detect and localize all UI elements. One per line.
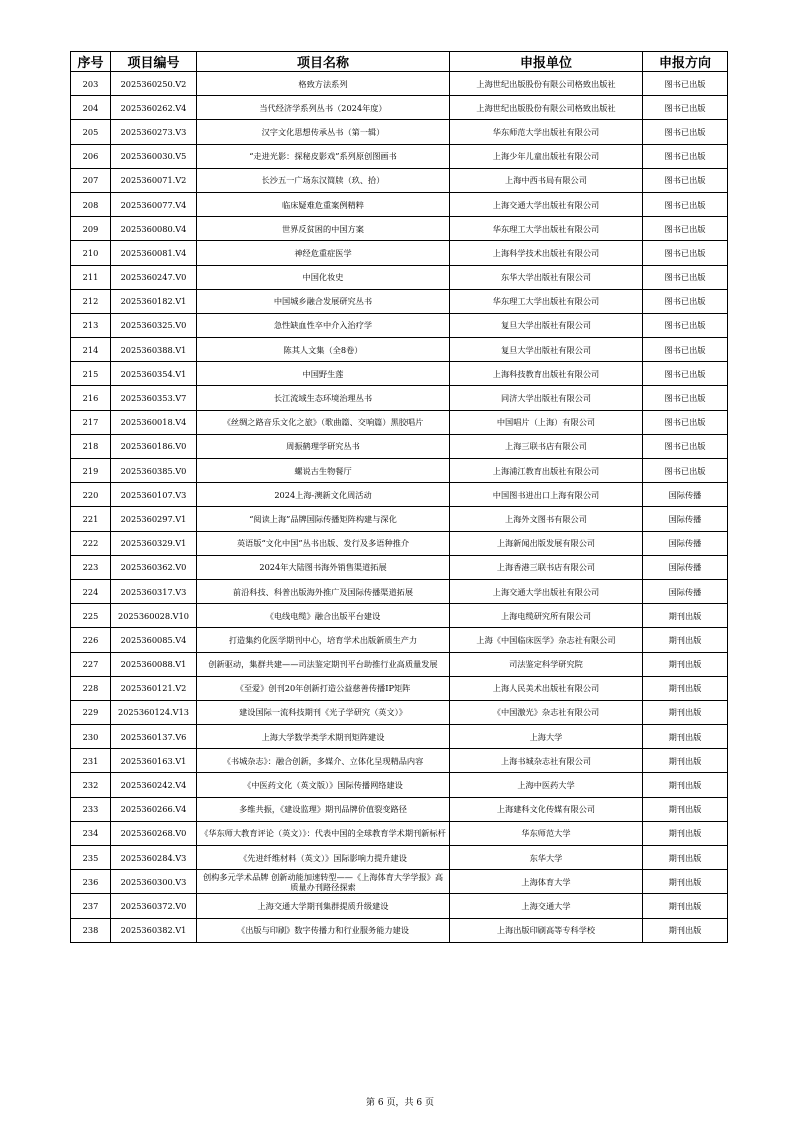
cell-project-name: 《至爱》创刊20年创新打造公益慈善传播IP矩阵 <box>197 676 450 700</box>
cell-project-code: 2025360268.V0 <box>111 821 197 845</box>
table-row <box>71 579 728 603</box>
table-body <box>71 72 728 943</box>
cell-project-code: 2025360372.V0 <box>111 894 197 918</box>
cell-direction: 期刊出版 <box>643 749 728 773</box>
cell-project-code: 2025360182.V1 <box>111 289 197 313</box>
cell-project-code: 2025360385.V0 <box>111 459 197 483</box>
cell-project-name: 《中医药文化（英文版）》国际传播网络建设 <box>197 773 450 797</box>
cell-project-name: 当代经济学系列丛书（2024年度） <box>197 96 450 120</box>
cell-project-name: 《先进纤维材料（英文）》国际影响力提升建设 <box>197 846 450 870</box>
table-row <box>71 604 728 628</box>
page-footer: 第 6 页，共 6 页 <box>366 1098 434 1108</box>
cell-serial: 209 <box>71 217 111 241</box>
cell-serial: 213 <box>71 313 111 337</box>
cell-applicant: 上海世纪出版股份有限公司格致出版社 <box>450 72 643 96</box>
table-row <box>71 676 728 700</box>
cell-project-name: 创构多元学术品牌 创新动能加速转型——《上海体育大学学报》高质量办刊路径探索 <box>197 870 450 894</box>
cell-direction: 图书已出版 <box>643 289 728 313</box>
cell-project-code: 2025360030.V5 <box>111 144 197 168</box>
cell-applicant: 上海中医药大学 <box>450 773 643 797</box>
cell-serial: 205 <box>71 120 111 144</box>
cell-serial: 218 <box>71 434 111 458</box>
cell-serial: 223 <box>71 555 111 579</box>
cell-project-code: 2025360028.V10 <box>111 604 197 628</box>
cell-project-code: 2025360354.V1 <box>111 362 197 386</box>
cell-project-name: 格致方法系列 <box>197 72 450 96</box>
cell-serial: 211 <box>71 265 111 289</box>
cell-project-name: 上海大学数学类学术期刊矩阵建设 <box>197 725 450 749</box>
cell-project-name: 《华东师大教育评论（英文）》：代表中国的全球教育学术期刊新标杆 <box>197 821 450 845</box>
cell-applicant: 司法鉴定科学研究院 <box>450 652 643 676</box>
cell-project-code: 2025360080.V4 <box>111 217 197 241</box>
table-row <box>71 434 728 458</box>
cell-applicant: 复旦大学出版社有限公司 <box>450 313 643 337</box>
header-applicant: 申报单位 <box>450 52 643 72</box>
cell-serial: 217 <box>71 410 111 434</box>
cell-applicant: 上海体育大学 <box>450 870 643 894</box>
cell-direction: 图书已出版 <box>643 362 728 386</box>
cell-project-name: 创新驱动，集群共建——司法鉴定期刊平台助推行业高质量发展 <box>197 652 450 676</box>
cell-direction: 期刊出版 <box>643 870 728 894</box>
cell-project-code: 2025360250.V2 <box>111 72 197 96</box>
cell-direction: 期刊出版 <box>643 700 728 724</box>
table-row <box>71 313 728 337</box>
cell-project-name: 中国野生莲 <box>197 362 450 386</box>
cell-project-name: 2024年大陆图书海外销售渠道拓展 <box>197 555 450 579</box>
cell-project-name: 陈其人文集（全8卷） <box>197 338 450 362</box>
cell-project-name: 螺说古生物餐厅 <box>197 459 450 483</box>
cell-project-code: 2025360081.V4 <box>111 241 197 265</box>
cell-project-code: 2025360077.V4 <box>111 192 197 216</box>
header-project-code: 项目编号 <box>111 52 197 72</box>
header-serial: 序号 <box>71 52 111 72</box>
cell-serial: 234 <box>71 821 111 845</box>
table-row <box>71 725 728 749</box>
cell-direction: 图书已出版 <box>643 168 728 192</box>
cell-project-name: 急性缺血性卒中介入治疗学 <box>197 313 450 337</box>
table-row <box>71 120 728 144</box>
cell-direction: 国际传播 <box>643 531 728 555</box>
cell-applicant: 上海交通大学出版社有限公司 <box>450 192 643 216</box>
cell-direction: 国际传播 <box>643 579 728 603</box>
cell-project-code: 2025360284.V3 <box>111 846 197 870</box>
cell-serial: 220 <box>71 483 111 507</box>
cell-project-code: 2025360242.V4 <box>111 773 197 797</box>
cell-direction: 图书已出版 <box>643 217 728 241</box>
cell-direction: 图书已出版 <box>643 96 728 120</box>
table-row <box>71 265 728 289</box>
cell-direction: 期刊出版 <box>643 894 728 918</box>
cell-project-name: 打造集约化医学期刊中心，培育学术出版新质生产力 <box>197 628 450 652</box>
cell-project-code: 2025360137.V6 <box>111 725 197 749</box>
cell-project-name: 前沿科技、科普出版海外推广及国际传播渠道拓展 <box>197 579 450 603</box>
cell-applicant: 上海香港三联书店有限公司 <box>450 555 643 579</box>
table-row <box>71 652 728 676</box>
cell-direction: 图书已出版 <box>643 434 728 458</box>
table-row <box>71 555 728 579</box>
table-row <box>71 483 728 507</box>
table-row <box>71 338 728 362</box>
cell-serial: 221 <box>71 507 111 531</box>
cell-direction: 期刊出版 <box>643 604 728 628</box>
cell-project-name: 长江流域生态环境治理丛书 <box>197 386 450 410</box>
cell-direction: 图书已出版 <box>643 386 728 410</box>
cell-project-code: 2025360085.V4 <box>111 628 197 652</box>
cell-applicant: 复旦大学出版社有限公司 <box>450 338 643 362</box>
cell-direction: 期刊出版 <box>643 797 728 821</box>
cell-serial: 232 <box>71 773 111 797</box>
cell-applicant: 中国图书进出口上海有限公司 <box>450 483 643 507</box>
cell-serial: 203 <box>71 72 111 96</box>
cell-project-code: 2025360088.V1 <box>111 652 197 676</box>
cell-applicant: 上海大学 <box>450 725 643 749</box>
cell-serial: 227 <box>71 652 111 676</box>
cell-applicant: 上海中西书局有限公司 <box>450 168 643 192</box>
project-table <box>70 51 728 943</box>
cell-direction: 图书已出版 <box>643 459 728 483</box>
cell-project-code: 2025360353.V7 <box>111 386 197 410</box>
cell-project-name: 中国化妆史 <box>197 265 450 289</box>
table-row <box>71 241 728 265</box>
cell-serial: 207 <box>71 168 111 192</box>
cell-serial: 228 <box>71 676 111 700</box>
cell-direction: 期刊出版 <box>643 676 728 700</box>
cell-project-code: 2025360273.V3 <box>111 120 197 144</box>
cell-applicant: 上海建科文化传媒有限公司 <box>450 797 643 821</box>
cell-serial: 238 <box>71 918 111 942</box>
table-row <box>71 846 728 870</box>
cell-applicant: 上海外文图书有限公司 <box>450 507 643 531</box>
cell-applicant: 华东理工大学出版社有限公司 <box>450 289 643 313</box>
cell-applicant: 华东理工大学出版社有限公司 <box>450 217 643 241</box>
table-row <box>71 144 728 168</box>
cell-project-name: 《书城杂志》：融合创新，多媒介、立体化呈现精品内容 <box>197 749 450 773</box>
table-row <box>71 72 728 96</box>
cell-direction: 图书已出版 <box>643 144 728 168</box>
cell-serial: 214 <box>71 338 111 362</box>
cell-applicant: 上海交通大学出版社有限公司 <box>450 579 643 603</box>
table-row <box>71 821 728 845</box>
cell-applicant: 上海少年儿童出版社有限公司 <box>450 144 643 168</box>
cell-direction: 图书已出版 <box>643 192 728 216</box>
cell-serial: 204 <box>71 96 111 120</box>
cell-applicant: 上海新闻出版发展有限公司 <box>450 531 643 555</box>
cell-project-name: 临床疑难危重案例精粹 <box>197 192 450 216</box>
cell-direction: 期刊出版 <box>643 725 728 749</box>
table-row <box>71 870 728 894</box>
cell-applicant: 上海电缆研究所有限公司 <box>450 604 643 628</box>
cell-project-code: 2025360362.V0 <box>111 555 197 579</box>
cell-project-code: 2025360247.V0 <box>111 265 197 289</box>
cell-applicant: 上海交通大学 <box>450 894 643 918</box>
cell-direction: 图书已出版 <box>643 410 728 434</box>
cell-project-code: 2025360262.V4 <box>111 96 197 120</box>
cell-project-code: 2025360107.V3 <box>111 483 197 507</box>
cell-applicant: 上海书城杂志社有限公司 <box>450 749 643 773</box>
cell-serial: 225 <box>71 604 111 628</box>
cell-applicant: 东华大学出版社有限公司 <box>450 265 643 289</box>
cell-project-name: 多维共振，《建设监理》期刊品牌价值裂变路径 <box>197 797 450 821</box>
cell-applicant: 华东师范大学 <box>450 821 643 845</box>
cell-project-code: 2025360300.V3 <box>111 870 197 894</box>
cell-serial: 210 <box>71 241 111 265</box>
cell-project-name: 建设国际一流科技期刊《光子学研究（英文）》 <box>197 700 450 724</box>
table-header-row <box>71 52 728 72</box>
cell-serial: 215 <box>71 362 111 386</box>
cell-serial: 237 <box>71 894 111 918</box>
cell-serial: 212 <box>71 289 111 313</box>
table-row <box>71 96 728 120</box>
table-row <box>71 362 728 386</box>
cell-project-code: 2025360121.V2 <box>111 676 197 700</box>
cell-project-code: 2025360266.V4 <box>111 797 197 821</box>
cell-applicant: 中国唱片（上海）有限公司 <box>450 410 643 434</box>
table-row <box>71 773 728 797</box>
table-row <box>71 531 728 555</box>
cell-serial: 216 <box>71 386 111 410</box>
cell-project-code: 2025360325.V0 <box>111 313 197 337</box>
cell-serial: 236 <box>71 870 111 894</box>
cell-direction: 国际传播 <box>643 483 728 507</box>
table-row <box>71 797 728 821</box>
table-row <box>71 894 728 918</box>
cell-applicant: 上海《中国临床医学》杂志社有限公司 <box>450 628 643 652</box>
cell-project-code: 2025360163.V1 <box>111 749 197 773</box>
cell-project-name: 上海交通大学期刊集群提质升级建设 <box>197 894 450 918</box>
cell-project-name: 神经危重症医学 <box>197 241 450 265</box>
table-row <box>71 386 728 410</box>
cell-applicant: 上海出版印刷高等专科学校 <box>450 918 643 942</box>
cell-project-name: 《丝绸之路音乐文化之旅》（歌曲篇、交响篇）黑胶唱片 <box>197 410 450 434</box>
cell-project-code: 2025360018.V4 <box>111 410 197 434</box>
cell-direction: 期刊出版 <box>643 773 728 797</box>
cell-project-code: 2025360297.V1 <box>111 507 197 531</box>
cell-serial: 226 <box>71 628 111 652</box>
table-row <box>71 217 728 241</box>
cell-serial: 208 <box>71 192 111 216</box>
cell-project-name: 长沙五一广场东汉简牍（玖、拾） <box>197 168 450 192</box>
cell-applicant: 上海科技教育出版社有限公司 <box>450 362 643 386</box>
cell-applicant: 上海世纪出版股份有限公司格致出版社 <box>450 96 643 120</box>
cell-applicant: 《中国激光》杂志社有限公司 <box>450 700 643 724</box>
table-row <box>71 507 728 531</box>
cell-applicant: 上海三联书店有限公司 <box>450 434 643 458</box>
cell-project-name: “阅读上海”品牌国际传播矩阵构建与深化 <box>197 507 450 531</box>
cell-serial: 235 <box>71 846 111 870</box>
table-row <box>71 410 728 434</box>
cell-serial: 206 <box>71 144 111 168</box>
cell-direction: 国际传播 <box>643 507 728 531</box>
cell-serial: 224 <box>71 579 111 603</box>
cell-serial: 230 <box>71 725 111 749</box>
cell-applicant: 上海人民美术出版社有限公司 <box>450 676 643 700</box>
cell-applicant: 上海浦江教育出版社有限公司 <box>450 459 643 483</box>
cell-direction: 图书已出版 <box>643 120 728 144</box>
cell-project-name: 英语版“文化中国”丛书出版、发行及多语种推介 <box>197 531 450 555</box>
cell-direction: 国际传播 <box>643 555 728 579</box>
table-row <box>71 628 728 652</box>
header-direction: 申报方向 <box>643 52 728 72</box>
cell-direction: 期刊出版 <box>643 846 728 870</box>
table-row <box>71 192 728 216</box>
cell-project-code: 2025360071.V2 <box>111 168 197 192</box>
header-project-name: 项目名称 <box>197 52 450 72</box>
table-row <box>71 459 728 483</box>
cell-project-name: 汉字文化思想传承丛书（第一辑） <box>197 120 450 144</box>
cell-project-code: 2025360388.V1 <box>111 338 197 362</box>
table-row <box>71 168 728 192</box>
cell-serial: 222 <box>71 531 111 555</box>
cell-applicant: 同济大学出版社有限公司 <box>450 386 643 410</box>
cell-direction: 图书已出版 <box>643 72 728 96</box>
table-row <box>71 289 728 313</box>
cell-serial: 231 <box>71 749 111 773</box>
cell-project-code: 2025360382.V1 <box>111 918 197 942</box>
cell-direction: 图书已出版 <box>643 313 728 337</box>
cell-applicant: 上海科学技术出版社有限公司 <box>450 241 643 265</box>
cell-direction: 图书已出版 <box>643 265 728 289</box>
cell-direction: 期刊出版 <box>643 821 728 845</box>
cell-serial: 219 <box>71 459 111 483</box>
cell-project-name: 周振鹤理学研究丛书 <box>197 434 450 458</box>
cell-direction: 期刊出版 <box>643 628 728 652</box>
table-row <box>71 918 728 942</box>
cell-project-name: 中国城乡融合发展研究丛书 <box>197 289 450 313</box>
cell-serial: 233 <box>71 797 111 821</box>
cell-direction: 图书已出版 <box>643 241 728 265</box>
cell-project-name: 2024上海-澳新文化周活动 <box>197 483 450 507</box>
cell-applicant: 东华大学 <box>450 846 643 870</box>
table-row <box>71 749 728 773</box>
table-row <box>71 700 728 724</box>
cell-project-code: 2025360124.V13 <box>111 700 197 724</box>
cell-direction: 图书已出版 <box>643 338 728 362</box>
cell-serial: 229 <box>71 700 111 724</box>
cell-applicant: 华东师范大学出版社有限公司 <box>450 120 643 144</box>
cell-project-name: 《电线电缆》融合出版平台建设 <box>197 604 450 628</box>
cell-project-code: 2025360317.V3 <box>111 579 197 603</box>
cell-project-code: 2025360329.V1 <box>111 531 197 555</box>
cell-project-name: 世界反贫困的中国方案 <box>197 217 450 241</box>
cell-direction: 期刊出版 <box>643 918 728 942</box>
cell-direction: 期刊出版 <box>643 652 728 676</box>
cell-project-code: 2025360186.V0 <box>111 434 197 458</box>
cell-project-name: “走进光影：探秘皮影戏”系列原创图画书 <box>197 144 450 168</box>
cell-project-name: 《出版与印刷》数字传播力和行业服务能力建设 <box>197 918 450 942</box>
